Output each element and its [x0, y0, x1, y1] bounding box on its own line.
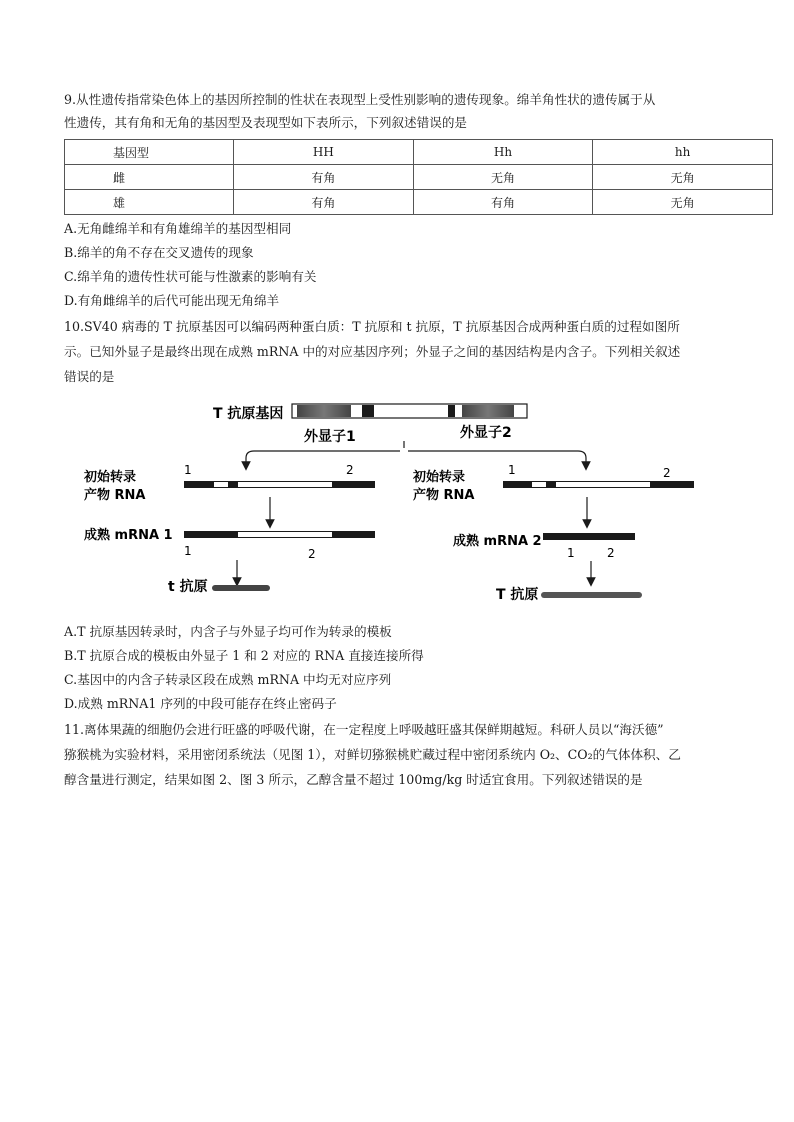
- table-header-cell: 基因型: [65, 140, 234, 165]
- q9-option-b: B.绵羊的角不存在交叉遗传的现象: [64, 245, 254, 260]
- q11-stem-line-2: 猕猴桃为实验材料，采用密闭系统法（见图 1），对鲜切猕猴桃贮藏过程中密闭系统内 O₂、CO₂的气体体积、乙: [64, 747, 681, 762]
- left-mrna-num-2: 2: [308, 547, 316, 561]
- q10-stem-line-3: 错误的是: [64, 369, 115, 384]
- small-t-antigen-protein-bar: [212, 585, 270, 591]
- table-cell: 雄: [65, 190, 234, 215]
- table-header-cell: HH: [234, 140, 414, 165]
- small-t-antigen-label: t 抗原: [168, 579, 208, 595]
- intron-segment: [362, 405, 374, 417]
- q9-option-d: D.有角雌绵羊的后代可能出现无角绵羊: [64, 293, 280, 308]
- large-t-antigen-protein-bar: [541, 592, 642, 598]
- gene-expression-diagram: [0, 395, 794, 610]
- table-cell: 无角: [593, 165, 773, 190]
- q10-option-d: D.成熟 mRNA1 序列的中段可能存在终止密码子: [64, 696, 337, 711]
- left-transcript-num-2: 2: [346, 463, 354, 477]
- exon-2-segment: [462, 405, 514, 417]
- q9-stem-line-1: 9.从性遗传指常染色体上的基因所控制的性状在表现型上受性别影响的遗传现象。绵羊角性状的遗传属于从: [64, 92, 656, 107]
- table-cell: 无角: [593, 190, 773, 215]
- table-header-row: [65, 140, 773, 165]
- q10-stem-line-1: 10.SV40 病毒的 T 抗原基因可以编码两种蛋白质：T 抗原和 t 抗原，T 抗原基因合成两种蛋白质的过程如图所: [64, 319, 680, 334]
- gene-bar: [292, 404, 527, 418]
- large-t-antigen-label: T 抗原: [496, 587, 539, 603]
- gene-label: T 抗原基因: [213, 406, 284, 422]
- left-transcript-label-1: 初始转录: [84, 470, 137, 485]
- left-transcript-num-1: 1: [184, 463, 192, 477]
- split-connector: [246, 441, 586, 466]
- table-row: [65, 190, 773, 215]
- left-primary-transcript: [184, 481, 375, 488]
- right-primary-transcript: [503, 481, 694, 488]
- table-row: [65, 165, 773, 190]
- exon-2-label: 外显子2: [460, 425, 512, 441]
- table-header-cell: hh: [593, 140, 773, 165]
- table-header-cell: Hh: [413, 140, 593, 165]
- q9-option-a: A.无角雌绵羊和有角雄绵羊的基因型相同: [64, 221, 292, 236]
- exon-1-segment: [297, 405, 351, 417]
- intron-segment: [448, 405, 455, 417]
- table-cell: 有角: [234, 165, 414, 190]
- right-transcript-num-1: 1: [508, 463, 516, 477]
- q10-stem-line-2: 示。已知外显子是最终出现在成熟 mRNA 中的对应基因序列；外显子之间的基因结构是内含子。下列相关叙述: [64, 344, 681, 359]
- left-mrna-label: 成熟 mRNA 1: [84, 528, 173, 543]
- left-transcript-label-2: 产物 RNA: [84, 488, 146, 503]
- genotype-table: [64, 139, 773, 215]
- q11-stem-line-3: 醇含量进行测定，结果如图 2、图 3 所示，乙醇含量不超过 100mg/kg 时适宜食用。下列叙述错误的是: [64, 772, 643, 787]
- table-cell: 有角: [413, 190, 593, 215]
- q10-option-c: C.基因中的内含子转录区段在成熟 mRNA 中均无对应序列: [64, 672, 392, 687]
- right-transcript-label-2: 产物 RNA: [413, 488, 475, 503]
- right-transcript-label-1: 初始转录: [413, 470, 466, 485]
- q10-option-a: A.T 抗原基因转录时，内含子与外显子均可作为转录的模板: [64, 624, 392, 639]
- table-cell: 无角: [413, 165, 593, 190]
- q10-option-b: B.T 抗原合成的模板由外显子 1 和 2 对应的 RNA 直接连接所得: [64, 648, 424, 663]
- q9-stem-line-2: 性遗传，其有角和无角的基因型及表现型如下表所示，下列叙述错误的是: [64, 115, 467, 130]
- left-mature-mrna: [184, 531, 375, 538]
- right-transcript-num-2: 2: [663, 466, 671, 480]
- table-cell: 有角: [234, 190, 414, 215]
- q9-option-c: C.绵羊角的遗传性状可能与性激素的影响有关: [64, 269, 317, 284]
- right-mrna-num-1: 1: [567, 546, 575, 560]
- left-mrna-num-1: 1: [184, 544, 192, 558]
- right-mrna-label: 成熟 mRNA 2: [453, 534, 542, 549]
- q11-stem-line-1: 11.离体果蔬的细胞仍会进行旺盛的呼吸代谢，在一定程度上呼吸越旺盛其保鲜期越短。科研人员以“海沃德”: [64, 722, 664, 737]
- right-mature-mrna: [543, 533, 635, 540]
- table-cell: 雌: [65, 165, 234, 190]
- exon-1-label: 外显子1: [304, 429, 356, 445]
- right-mrna-num-2: 2: [607, 546, 615, 560]
